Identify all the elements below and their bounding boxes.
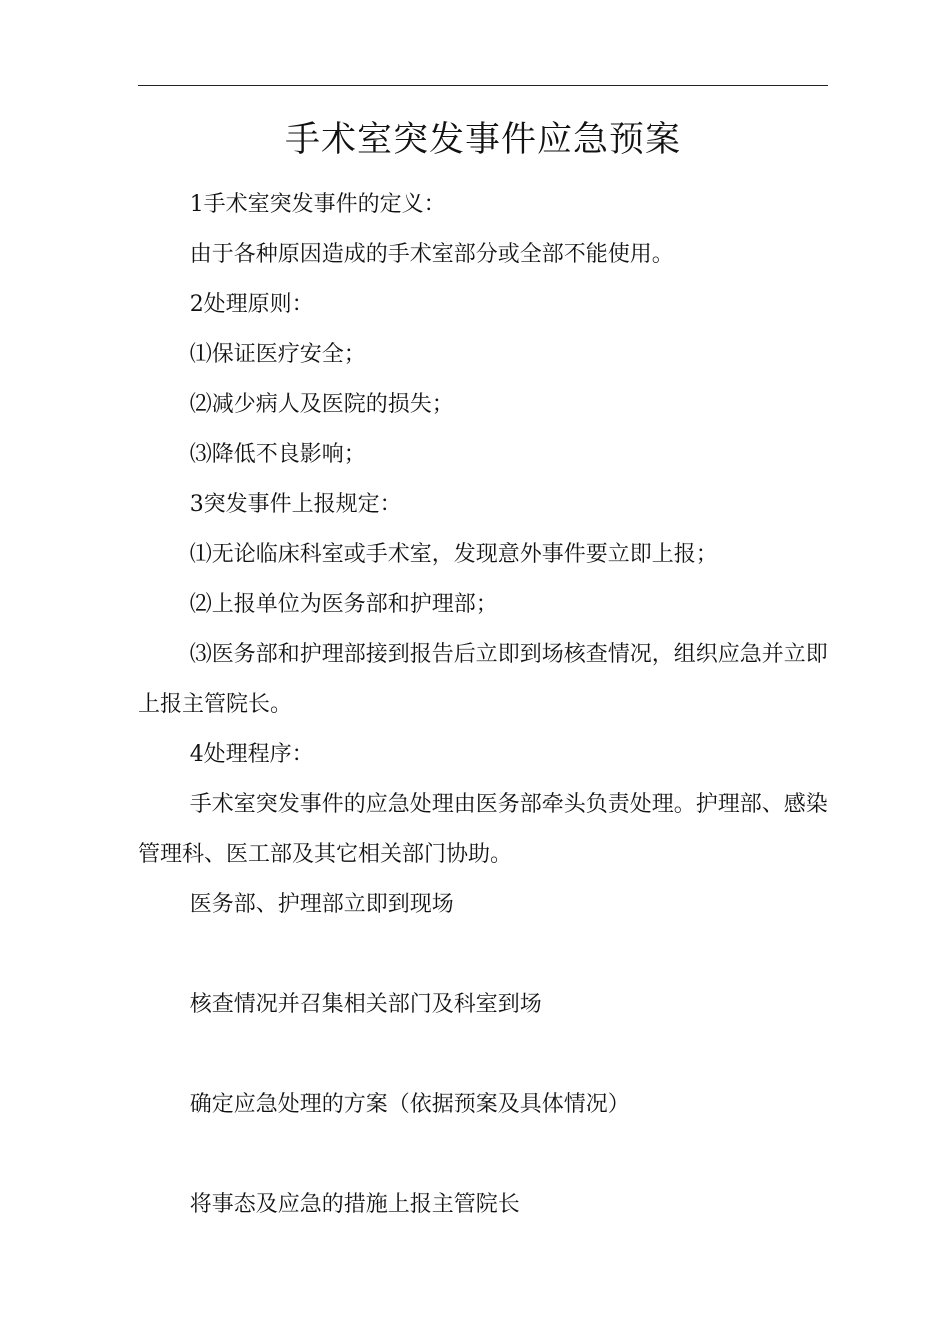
principle-item-1: ⑴保证医疗安全； bbox=[189, 342, 366, 367]
report-rule-1: ⑴无论临床科室或手术室，发现意外事件要立即上报； bbox=[189, 542, 718, 567]
section-1-definition: 由于各种原因造成的手术室部分或全部不能使用。 bbox=[189, 242, 674, 267]
section-3-heading: 3突发事件上报规定： bbox=[189, 492, 402, 517]
document-body bbox=[138, 180, 828, 1230]
section-2-heading: 2处理原则： bbox=[189, 292, 314, 317]
flow-step-1: 医务部、护理部立即到现场 bbox=[189, 892, 454, 917]
section-1-heading: 1手术室突发事件的定义： bbox=[189, 192, 446, 217]
principle-item-3: ⑶降低不良影响； bbox=[189, 442, 366, 467]
section-4-heading: 4处理程序： bbox=[189, 742, 314, 767]
flow-step-2: 核查情况并召集相关部门及科室到场 bbox=[189, 992, 542, 1017]
principle-item-2: ⑵减少病人及医院的损失； bbox=[189, 392, 454, 417]
procedure-description: 手术室突发事件的应急处理由医务部牵头负责处理。护理部、感染管理科、医工部及其它相关部门协助。 bbox=[138, 792, 828, 867]
report-rule-3: ⑶医务部和护理部接到报告后立即到场核查情况，组织应急并立即上报主管院长。 bbox=[138, 642, 828, 717]
document-title: 手术室突发事件应急预案 bbox=[284, 120, 681, 160]
flow-gap bbox=[138, 930, 828, 980]
flow-step-3: 确定应急处理的方案（依据预案及具体情况） bbox=[189, 1092, 630, 1117]
report-rule-2: ⑵上报单位为医务部和护理部； bbox=[189, 592, 498, 617]
header-rule bbox=[138, 85, 828, 86]
flow-gap bbox=[138, 1030, 828, 1080]
flow-gap bbox=[138, 1130, 828, 1180]
flow-step-4: 将事态及应急的措施上报主管院长 bbox=[189, 1192, 520, 1217]
